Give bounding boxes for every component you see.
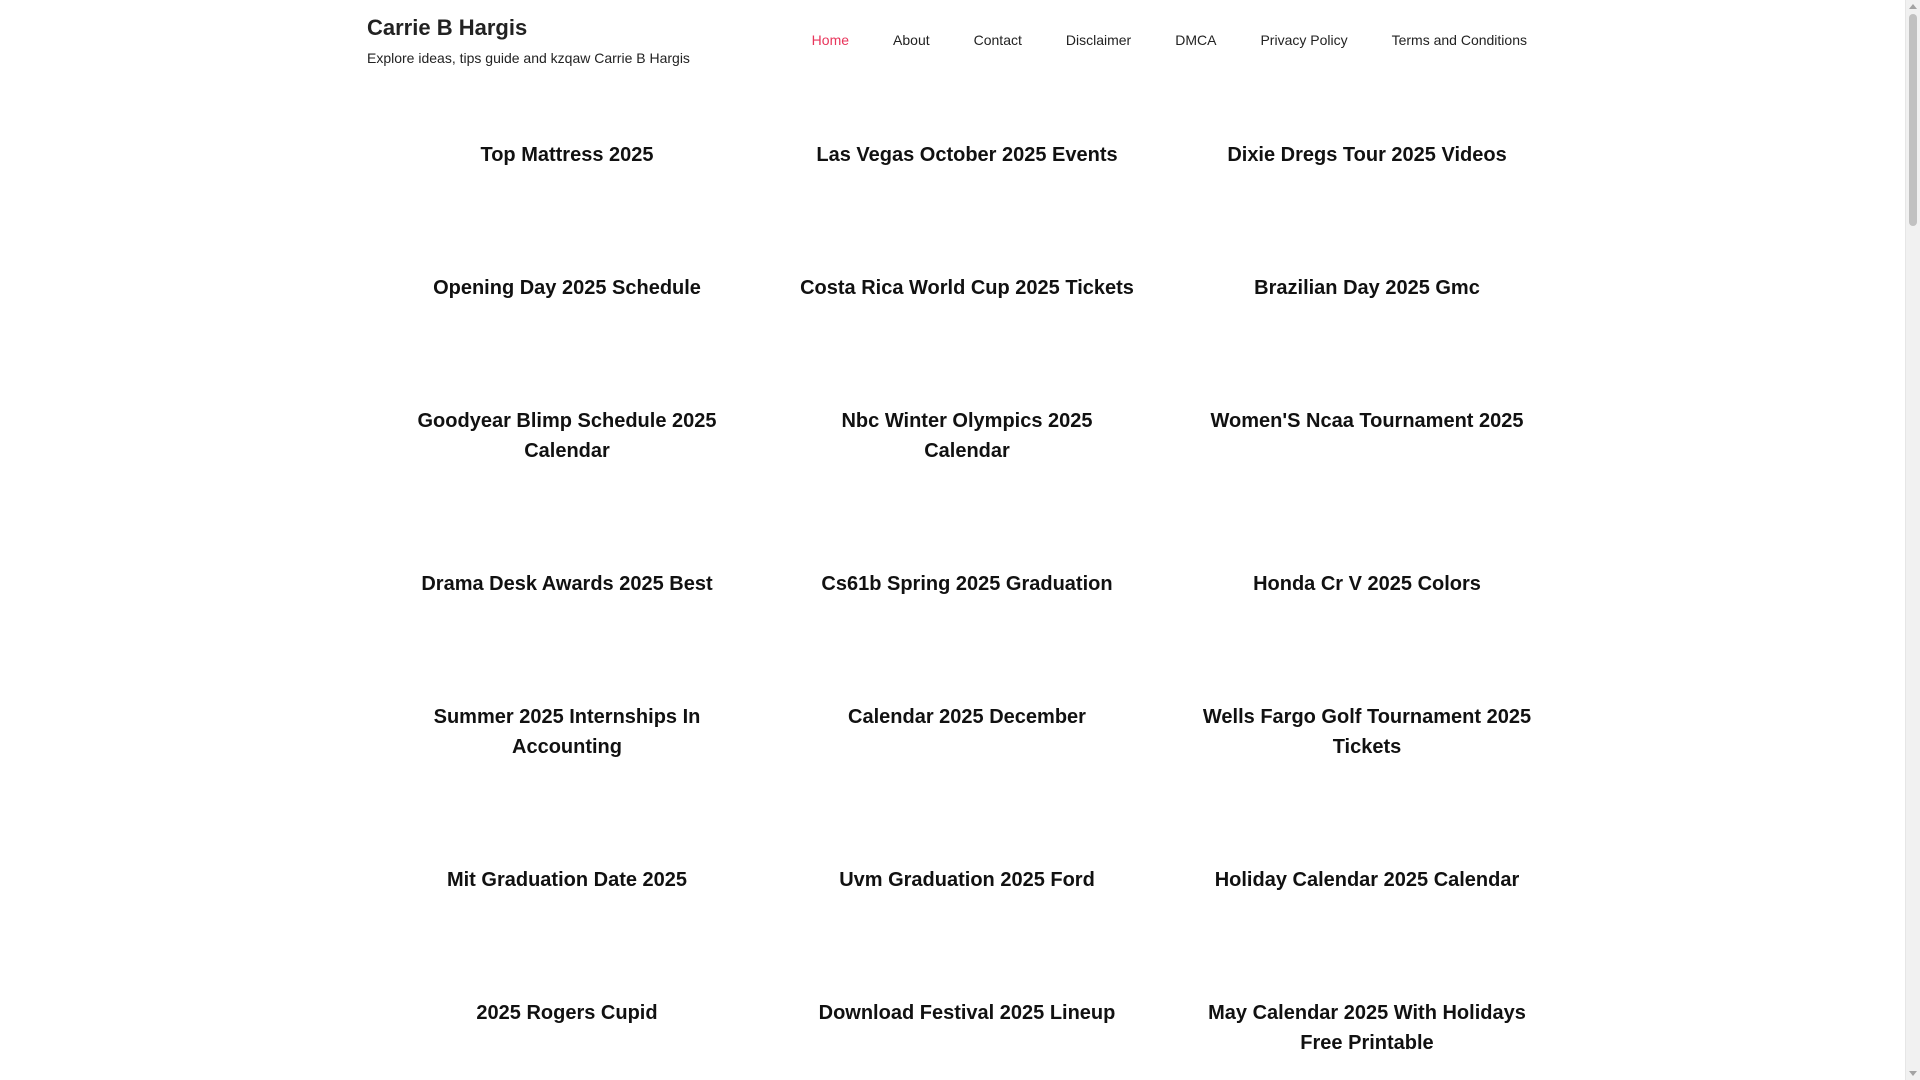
article-title-link[interactable]: Calendar 2025 December [848, 706, 1086, 728]
article-title-link[interactable]: Wells Fargo Golf Tournament 2025 Tickets [1202, 706, 1532, 758]
nav-dmca[interactable]: DMCA [1175, 32, 1217, 48]
article-card [767, 140, 1167, 273]
article-title-link[interactable]: Summer 2025 Internships In Accounting [433, 706, 701, 758]
article-card [1167, 406, 1567, 569]
article-card [367, 273, 767, 406]
site-header [367, 0, 1527, 80]
article-title-link[interactable]: Las Vegas October 2025 Events [816, 144, 1118, 166]
article-card [767, 406, 1167, 569]
article-title-link[interactable]: Women'S Ncaa Tournament 2025 [1210, 410, 1524, 432]
article-card [367, 569, 767, 702]
scroll-down-icon[interactable] [1909, 1071, 1917, 1076]
article-card [1167, 140, 1567, 273]
article-card [767, 273, 1167, 406]
article-card [1167, 273, 1567, 406]
article-title-link[interactable]: Mit Graduation Date 2025 [446, 869, 688, 891]
site-branding [367, 14, 690, 66]
article-title-link[interactable]: 2025 Rogers Cupid [476, 1002, 658, 1024]
article-title-link[interactable]: Cs61b Spring 2025 Graduation [821, 573, 1113, 595]
article-title-link[interactable]: Costa Rica World Cup 2025 Tickets [800, 277, 1134, 299]
article-title-link[interactable]: Opening Day 2025 Schedule [433, 277, 701, 299]
article-card [367, 865, 767, 998]
article-grid [367, 140, 1567, 1080]
article-row [367, 998, 1567, 1080]
page-scrollbar[interactable] [1905, 0, 1920, 1080]
nav-home[interactable]: Home [811, 32, 850, 48]
article-row [367, 569, 1567, 702]
article-title-link[interactable]: Top Mattress 2025 [480, 144, 654, 166]
article-card [367, 702, 767, 865]
article-title-link[interactable]: May Calendar 2025 With Holidays Free Printable [1208, 1002, 1526, 1054]
article-row [367, 406, 1567, 569]
article-title-link[interactable]: Goodyear Blimp Schedule 2025 Calendar [417, 410, 717, 462]
nav-disclaimer[interactable]: Disclaimer [1065, 32, 1132, 48]
main-nav [768, 28, 1527, 52]
article-title-link[interactable]: Dixie Dregs Tour 2025 Videos [1227, 144, 1507, 166]
article-card [1167, 569, 1567, 702]
article-card [767, 702, 1167, 865]
article-card [1167, 865, 1567, 998]
article-card [767, 569, 1167, 702]
article-title-link[interactable]: Download Festival 2025 Lineup [818, 1002, 1116, 1024]
article-row [367, 702, 1567, 865]
article-card [367, 406, 767, 569]
article-title-link[interactable]: Brazilian Day 2025 Gmc [1254, 277, 1480, 299]
nav-terms-and-conditions[interactable]: Terms and Conditions [1391, 32, 1527, 48]
nav-privacy-policy[interactable]: Privacy Policy [1260, 32, 1348, 48]
article-card [767, 865, 1167, 998]
article-card [367, 998, 767, 1080]
article-row [367, 140, 1567, 273]
site-tagline: Explore ideas, tips guide and kzqaw Carrie B Hargis [367, 50, 690, 66]
article-card [1167, 998, 1567, 1080]
article-row [367, 865, 1567, 998]
article-title-link[interactable]: Honda Cr V 2025 Colors [1253, 573, 1481, 595]
article-row [367, 273, 1567, 406]
article-title-link[interactable]: Uvm Graduation 2025 Ford [839, 869, 1095, 891]
article-title-link[interactable]: Drama Desk Awards 2025 Best [421, 573, 713, 595]
article-title-link[interactable]: Nbc Winter Olympics 2025 Calendar [841, 410, 1093, 462]
scroll-up-icon[interactable] [1909, 4, 1917, 9]
site-title-link[interactable]: Carrie B Hargis [367, 15, 528, 40]
article-card [767, 998, 1167, 1080]
article-card [367, 140, 767, 273]
nav-contact[interactable]: Contact [973, 32, 1022, 48]
nav-about[interactable]: About [893, 32, 930, 48]
scrollbar-thumb[interactable] [1909, 14, 1917, 226]
article-card [1167, 702, 1567, 865]
article-title-link[interactable]: Holiday Calendar 2025 Calendar [1214, 869, 1520, 891]
